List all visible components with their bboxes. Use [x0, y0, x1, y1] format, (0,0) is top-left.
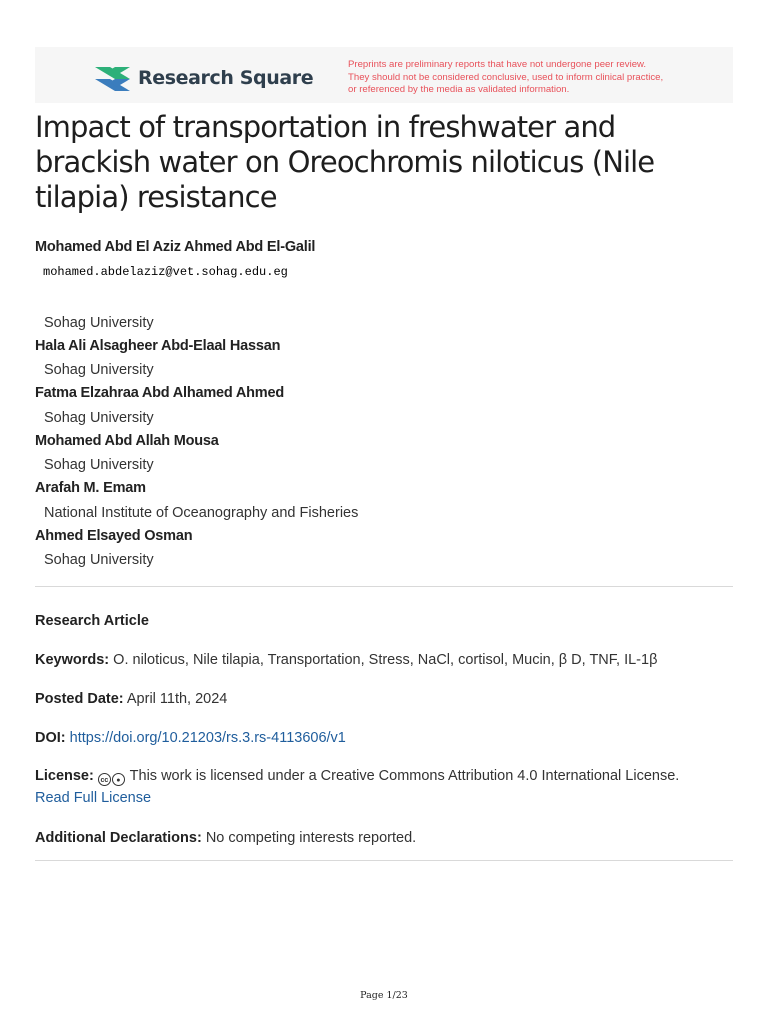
keywords-value: O. niloticus, Nile tilapia, Transportation, Stress, NaCl, cortisol, Mucin, β D, TNF, IL-1β: [113, 652, 658, 668]
article-type: [35, 610, 735, 632]
author-affiliation: Sohag University: [44, 552, 154, 568]
creative-commons-icon: cc: [98, 773, 111, 786]
author-affiliation: Sohag University: [44, 314, 154, 331]
article-type-label: Research Article: [35, 613, 149, 629]
author-name: Fatma Elzahraa Abd Alhamed Ahmed: [35, 385, 285, 401]
attribution-icon: ●: [112, 773, 125, 786]
doi-label: DOI:: [35, 730, 66, 746]
license-text: This work is licensed under a Creative Commons Attribution 4.0 International License.: [129, 768, 680, 784]
doi-link[interactable]: https://doi.org/10.21203/rs.3.rs-4113606/v1: [69, 730, 346, 746]
section-divider: [35, 860, 733, 861]
author-affiliation: Sohag University: [44, 362, 154, 378]
author-name: Arafah M. Emam: [35, 480, 146, 496]
keywords-row: [35, 649, 735, 671]
license-label: License:: [35, 768, 94, 784]
author-name: Hala Ali Alsagheer Abd-Elaal Hassan: [35, 337, 281, 354]
paper-title: Impact of transportation in freshwater and brackish water on Oreochromis niloticus (Nile tilapia) resistance: [35, 110, 655, 214]
disclaimer-line: Preprints are preliminary reports that have not undergone peer review.: [348, 59, 647, 70]
section-divider: [35, 586, 733, 587]
preprint-disclaimer: [348, 59, 728, 97]
posted-date-row: [35, 688, 735, 710]
author-list: [35, 236, 735, 572]
page-number: Page 1/23: [360, 990, 408, 1001]
disclaimer-line: or referenced by the media as validated information.: [348, 84, 570, 96]
author-email[interactable]: mohamed.abdelaziz@vet.sohag.edu.eg: [43, 264, 288, 279]
brand-name: Research Square: [138, 67, 314, 89]
author-name: Mohamed Abd El Aziz Ahmed Abd El-Galil: [35, 239, 316, 255]
declarations-value: No competing interests reported.: [205, 830, 417, 846]
keywords-label: Keywords:: [35, 652, 110, 668]
author-name: Ahmed Elsayed Osman: [35, 527, 193, 544]
read-full-license-link[interactable]: Read Full License: [35, 790, 152, 806]
doi-row: [35, 727, 735, 749]
research-square-logo-icon: [94, 63, 132, 93]
posted-date-label: Posted Date:: [35, 691, 124, 707]
author-affiliation: Sohag University: [44, 457, 154, 473]
license-row: [35, 765, 735, 809]
disclaimer-line: They should not be considered conclusive, used to inform clinical practice,: [348, 71, 664, 83]
research-square-logo[interactable]: [94, 63, 313, 93]
author-affiliation: Sohag University: [44, 409, 154, 426]
declarations-label: Additional Declarations:: [35, 830, 202, 846]
declarations-row: [35, 827, 735, 849]
author-name: Mohamed Abd Allah Mousa: [35, 432, 219, 449]
posted-date-value: April 11th, 2024: [126, 691, 228, 707]
author-affiliation: National Institute of Oceanography and Fisheries: [44, 504, 359, 521]
